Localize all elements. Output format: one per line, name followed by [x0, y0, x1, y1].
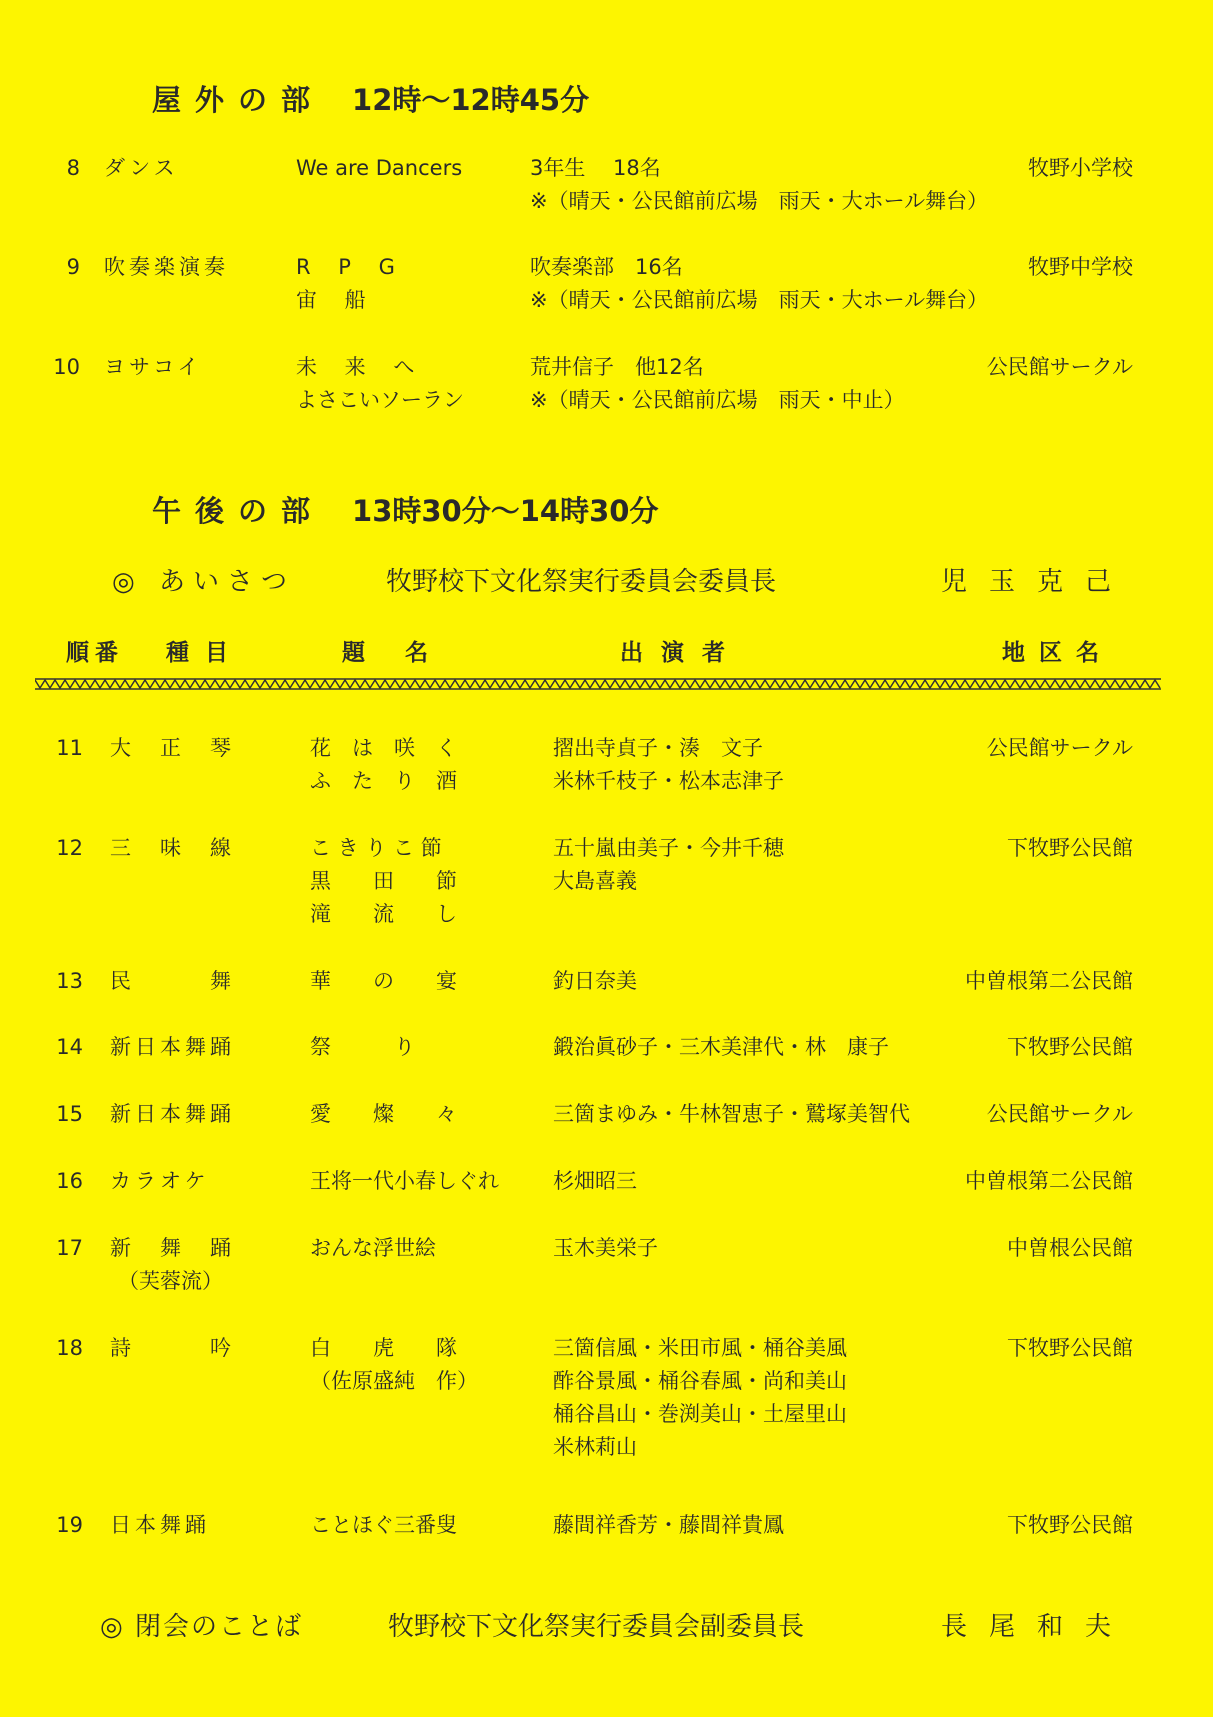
entry-number: 16 — [56, 1169, 83, 1193]
entry-number: 12 — [56, 836, 83, 860]
entry-genre-text: カラオケ — [110, 1169, 210, 1193]
entry-performers — [553, 1098, 910, 1131]
entry-performers — [553, 732, 784, 798]
entry-performer-line: 酢谷景風・桶谷春風・尚和美山 — [553, 1369, 847, 1393]
entry-genre — [110, 1031, 235, 1064]
entry-performer-line: 大島喜義 — [553, 869, 637, 893]
entry-title-line: 白 虎 隊 — [310, 1336, 457, 1360]
entry-performers — [553, 1165, 637, 1198]
afternoon-section-title — [152, 489, 658, 530]
entry-area: 牧野小学校 — [1028, 156, 1133, 180]
entry-performer-line: 摺出寺貞子・湊 文子 — [553, 736, 763, 760]
entry-performers — [553, 1031, 889, 1064]
entry-area: 下牧野公民館 — [1007, 1513, 1133, 1537]
entry-title-line: 花 は 咲 く — [310, 736, 457, 760]
outdoor-section-title — [152, 78, 589, 119]
entry-number: 8 — [66, 156, 80, 180]
entry-number: 15 — [56, 1102, 83, 1126]
entry-title — [296, 251, 395, 317]
entry-title-line: ことほぐ三番叟 — [310, 1513, 457, 1537]
header-divider — [35, 678, 1161, 690]
header-title: 題名 — [342, 640, 468, 666]
entry-genre-text: 日本舞踊 — [110, 1513, 210, 1537]
entry-genre-sub: （芙蓉流） — [118, 1269, 223, 1293]
entry-area: 公民館サークル — [986, 736, 1133, 760]
entry-title-line: こ き り こ 節 — [310, 836, 442, 860]
header-genre: 種目 — [166, 640, 244, 666]
entry-title-line: 黒 田 節 — [310, 869, 457, 893]
entry-performers — [553, 965, 637, 998]
entry-performer-line: ※（晴天・公民館前広場 雨天・大ホール舞台） — [530, 288, 989, 312]
entry-genre-text: ヨサコイ — [104, 355, 203, 379]
entry-genre-text: 吹奏楽演奏 — [104, 255, 229, 279]
entry-title-line: 愛 燦 々 — [310, 1102, 457, 1126]
entry-genre-text: 民 舞 — [110, 969, 235, 993]
entry-performers — [530, 152, 988, 218]
entry-genre — [110, 1098, 235, 1131]
entry-title-line: よさこいソーラン — [296, 388, 464, 412]
entry-title-line: 王将一代小春しぐれ — [310, 1169, 499, 1193]
entry-performer-line: 藤間祥香芳・藤間祥貴鳳 — [553, 1513, 784, 1537]
header-area: 地区名 — [1002, 640, 1113, 666]
entry-title — [310, 732, 457, 798]
entry-title-line: 滝 流 し — [310, 902, 457, 926]
entry-performer-line: 釣日奈美 — [553, 969, 637, 993]
entry-performer-line: 吹奏楽部 16名 — [530, 255, 683, 279]
entry-title — [310, 832, 457, 931]
entry-area: 公民館サークル — [986, 355, 1133, 379]
entry-performer-line: 杉畑昭三 — [553, 1169, 637, 1193]
entry-performer-line: 五十嵐由美子・今井千穂 — [553, 836, 784, 860]
entry-area: 下牧野公民館 — [1007, 1035, 1133, 1059]
entry-performers — [530, 351, 905, 417]
entry-genre-text: 新 舞 踊 — [110, 1236, 235, 1260]
entry-title-line: R P G — [296, 255, 395, 279]
entry-performers — [553, 832, 784, 898]
entry-genre-text: ダンス — [104, 156, 179, 180]
entry-performer-line: 桶谷昌山・巻渕美山・土屋里山 — [553, 1402, 847, 1426]
entry-genre — [110, 1232, 235, 1298]
entry-title-line: （佐原盛純 作） — [310, 1369, 478, 1393]
entry-number: 19 — [56, 1513, 83, 1537]
entry-title — [310, 1509, 457, 1542]
entry-title — [310, 1098, 457, 1131]
entry-performer-line: 米林千枝子・松本志津子 — [553, 769, 784, 793]
entry-genre — [110, 1165, 210, 1198]
entry-title — [310, 1332, 478, 1398]
entry-title-line: 華 の 宴 — [310, 969, 457, 993]
entry-number: 11 — [56, 736, 83, 760]
entry-genre-text: 大 正 琴 — [110, 736, 235, 760]
entry-performers — [530, 251, 988, 317]
entry-area: 公民館サークル — [986, 1102, 1133, 1126]
entry-genre-text: 新日本舞踊 — [110, 1102, 235, 1126]
entry-area: 下牧野公民館 — [1007, 1336, 1133, 1360]
entry-genre-text: 新日本舞踊 — [110, 1035, 235, 1059]
entry-title — [310, 1165, 499, 1198]
greeting-role: 牧野校下文化祭実行委員会委員長 — [386, 567, 777, 597]
entry-performers — [553, 1509, 784, 1542]
entry-genre — [110, 965, 235, 998]
entry-title — [310, 965, 457, 998]
entry-genre — [110, 1332, 235, 1365]
entry-genre — [110, 732, 235, 765]
entry-genre-text: 三 味 線 — [110, 836, 235, 860]
entry-area: 中曽根第二公民館 — [965, 1169, 1133, 1193]
entry-area: 下牧野公民館 — [1007, 836, 1133, 860]
outdoor-label: 屋外の部 — [152, 83, 325, 117]
closing-name: 長尾和夫 — [940, 1612, 1133, 1642]
entry-title — [310, 1232, 436, 1265]
entry-title — [310, 1031, 415, 1064]
entry-number: 14 — [56, 1035, 83, 1059]
closing-label: ◎ 閉会のことば — [100, 1612, 303, 1642]
closing-role: 牧野校下文化祭実行委員会副委員長 — [388, 1612, 805, 1642]
entry-area: 中曽根第二公民館 — [965, 969, 1133, 993]
entry-genre — [110, 832, 235, 865]
entry-genre — [104, 251, 229, 284]
entry-performer-line: 3年生 18名 — [530, 156, 661, 180]
entry-genre — [110, 1509, 210, 1542]
entry-title-line: おんな浮世絵 — [310, 1236, 436, 1260]
entry-performers — [553, 1232, 658, 1265]
entry-number: 13 — [56, 969, 83, 993]
entry-genre — [104, 152, 179, 185]
entry-performer-line: 鍛治眞砂子・三木美津代・林 康子 — [553, 1035, 889, 1059]
entry-title-line: ふ た り 酒 — [310, 769, 457, 793]
entry-performers — [553, 1332, 847, 1464]
entry-performer-line: 三箇信風・米田市風・桶谷美風 — [553, 1336, 847, 1360]
entry-number: 9 — [66, 255, 80, 279]
entry-title-line: We are Dancers — [296, 156, 463, 180]
entry-number: 17 — [56, 1236, 83, 1260]
entry-performer-line: ※（晴天・公民館前広場 雨天・大ホール舞台） — [530, 189, 989, 213]
entry-performer-line: 荒井信子 他12名 — [530, 355, 704, 379]
entry-performer-line: 三箇まゆみ・牛林智恵子・鷲塚美智代 — [553, 1102, 910, 1126]
entry-performer-line: 玉木美栄子 — [553, 1236, 658, 1260]
entry-performer-line: ※（晴天・公民館前広場 雨天・中止） — [530, 388, 905, 412]
entry-area: 中曽根公民館 — [1007, 1236, 1133, 1260]
afternoon-time: 13時30分～14時30分 — [352, 494, 659, 528]
entry-title-line: 祭 り — [310, 1035, 415, 1059]
header-performers: 出演者 — [620, 640, 743, 666]
entry-number: 10 — [53, 355, 80, 379]
entry-genre-text: 詩 吟 — [110, 1336, 235, 1360]
greeting-name: 児玉克己 — [940, 567, 1133, 597]
entry-genre — [104, 351, 203, 384]
entry-area: 牧野中学校 — [1028, 255, 1133, 279]
entry-title-line: 未 来 へ — [296, 355, 415, 379]
entry-title-line: 宙 船 — [296, 288, 366, 312]
entry-performer-line: 米林莉山 — [553, 1435, 637, 1459]
outdoor-time: 12時～12時45分 — [352, 83, 590, 117]
entry-number: 18 — [56, 1336, 83, 1360]
entry-title — [296, 351, 464, 417]
header-order: 順番 — [66, 640, 124, 666]
entry-title — [296, 152, 462, 185]
greeting-label: ◎ あいさつ — [112, 567, 295, 597]
afternoon-label: 午後の部 — [152, 494, 325, 528]
